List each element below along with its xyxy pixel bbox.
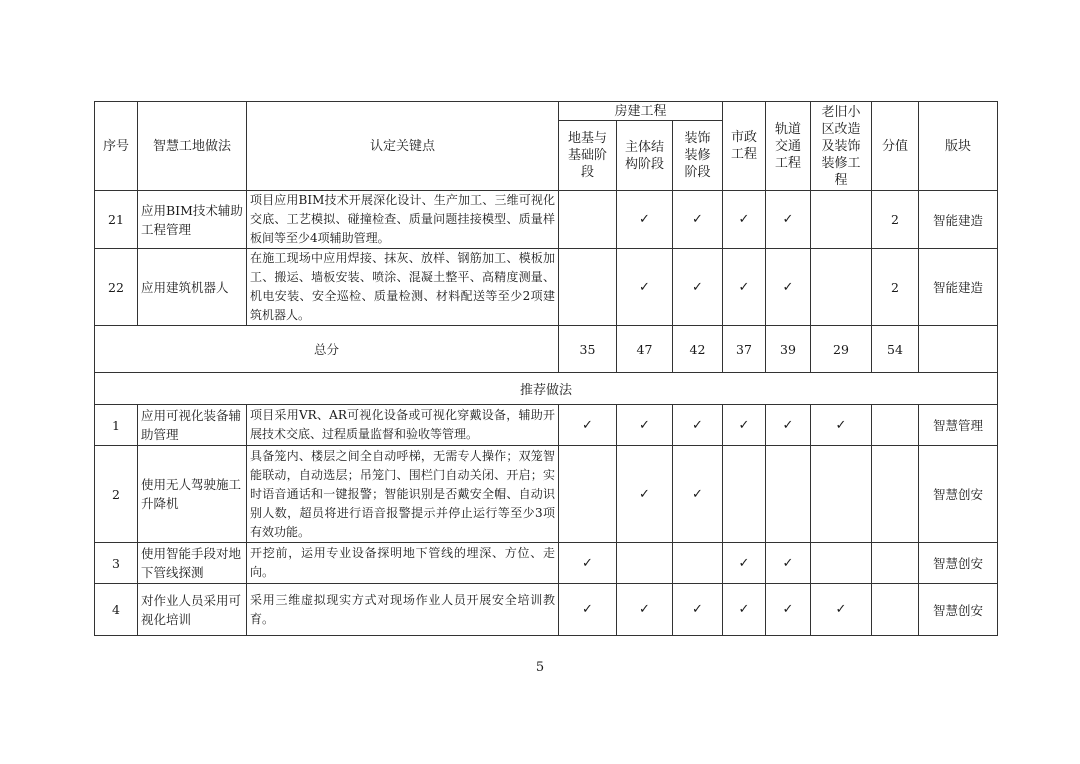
header-structure: 主体结构阶段 [617, 121, 673, 191]
header-foundation: 地基与基础阶段 [559, 121, 617, 191]
header-housing: 房建工程 [559, 102, 723, 121]
header-module: 版块 [919, 102, 998, 191]
key-points: 具备笼内、楼层之间全自动呼梯，无需专人操作；双笼智能联动，自动选层；吊笼门、围栏门自动关闭、开启；实时语音通话和一键报警；智能识别是否戴安全帽、自动识别人数，超员将进行语音报警提示并停止运行等至少3项有效功能。 [247, 446, 559, 543]
practice-name: 应用可视化装备辅助管理 [138, 405, 247, 446]
check-structure: ✓ [617, 584, 673, 636]
score-value: 2 [872, 191, 919, 249]
key-points: 开挖前，运用专业设备探明地下管线的埋深、方位、走向。 [247, 543, 559, 584]
header-practice: 智慧工地做法 [138, 102, 247, 191]
header-decoration: 装饰装修阶段 [673, 121, 723, 191]
key-points: 项目采用VR、AR可视化设备或可视化穿戴设备，辅助开展技术交底、过程质量监督和验收等管理。 [247, 405, 559, 446]
practice-name: 应用建筑机器人 [138, 249, 247, 326]
table-row [95, 191, 998, 249]
check-decoration: ✓ [673, 405, 723, 446]
score-value [872, 405, 919, 446]
key-points: 项目应用BIM技术开展深化设计、生产加工、三维可视化交底、工艺模拟、碰撞检查、质量问题挂接模型、质量样板间等至少4项辅助管理。 [247, 191, 559, 249]
key-points: 在施工现场中应用焊接、抹灰、放样、钢筋加工、模板加工、搬运、墙板安装、喷涂、混凝土整平、高精度测量、机电安装、安全巡检、质量检测、材料配送等至少2项建筑机器人。 [247, 249, 559, 326]
check-municipal: ✓ [723, 543, 766, 584]
total-module [919, 326, 998, 373]
check-renovation [811, 446, 872, 543]
check-decoration: ✓ [673, 584, 723, 636]
table-row [95, 584, 998, 636]
check-structure: ✓ [617, 446, 673, 543]
module-name: 智慧创安 [919, 584, 998, 636]
check-foundation: ✓ [559, 584, 617, 636]
row-number: 2 [95, 446, 138, 543]
table-row [95, 446, 998, 543]
header-municipal: 市政工程 [723, 102, 766, 191]
header-score: 分值 [872, 102, 919, 191]
score-value [872, 584, 919, 636]
criteria-table [94, 101, 998, 636]
row-number: 21 [95, 191, 138, 249]
header-rail: 轨道交通工程 [766, 102, 811, 191]
check-renovation [811, 249, 872, 326]
check-foundation [559, 249, 617, 326]
header-seq: 序号 [95, 102, 138, 191]
check-renovation [811, 191, 872, 249]
total-municipal: 37 [723, 326, 766, 373]
section-row [95, 373, 998, 405]
check-foundation [559, 191, 617, 249]
check-rail: ✓ [766, 584, 811, 636]
module-name: 智慧管理 [919, 405, 998, 446]
module-name: 智能建造 [919, 249, 998, 326]
table-row [95, 405, 998, 446]
total-label: 总分 [95, 326, 559, 373]
table-row [95, 543, 998, 584]
score-value: 2 [872, 249, 919, 326]
check-decoration: ✓ [673, 191, 723, 249]
row-number: 1 [95, 405, 138, 446]
score-value [872, 446, 919, 543]
module-name: 智能建造 [919, 191, 998, 249]
total-row [95, 326, 998, 373]
check-rail: ✓ [766, 543, 811, 584]
page-number: 5 [535, 660, 545, 675]
row-number: 3 [95, 543, 138, 584]
total-renovation: 29 [811, 326, 872, 373]
total-decoration: 42 [673, 326, 723, 373]
total-rail: 39 [766, 326, 811, 373]
check-rail: ✓ [766, 249, 811, 326]
practice-name: 使用智能手段对地下管线探测 [138, 543, 247, 584]
check-renovation: ✓ [811, 584, 872, 636]
module-name: 智慧创安 [919, 446, 998, 543]
module-name: 智慧创安 [919, 543, 998, 584]
score-value [872, 543, 919, 584]
check-structure [617, 543, 673, 584]
header-row-1 [95, 102, 998, 121]
check-municipal: ✓ [723, 584, 766, 636]
check-municipal: ✓ [723, 405, 766, 446]
practice-name: 对作业人员采用可视化培训 [138, 584, 247, 636]
row-number: 22 [95, 249, 138, 326]
check-municipal [723, 446, 766, 543]
total-score: 54 [872, 326, 919, 373]
section-title: 推荐做法 [95, 373, 998, 405]
check-foundation: ✓ [559, 405, 617, 446]
practice-name: 应用BIM技术辅助工程管理 [138, 191, 247, 249]
total-structure: 47 [617, 326, 673, 373]
check-decoration: ✓ [673, 446, 723, 543]
total-foundation: 35 [559, 326, 617, 373]
check-decoration [673, 543, 723, 584]
header-key-points: 认定关键点 [247, 102, 559, 191]
check-foundation [559, 446, 617, 543]
check-municipal: ✓ [723, 249, 766, 326]
row-number: 4 [95, 584, 138, 636]
check-municipal: ✓ [723, 191, 766, 249]
check-structure: ✓ [617, 249, 673, 326]
check-foundation: ✓ [559, 543, 617, 584]
check-rail: ✓ [766, 405, 811, 446]
check-rail: ✓ [766, 191, 811, 249]
check-structure: ✓ [617, 405, 673, 446]
check-structure: ✓ [617, 191, 673, 249]
check-renovation [811, 543, 872, 584]
key-points: 采用三维虚拟现实方式对现场作业人员开展安全培训教育。 [247, 584, 559, 636]
practice-name: 使用无人驾驶施工升降机 [138, 446, 247, 543]
header-renovation: 老旧小区改造及装饰装修工程 [811, 102, 872, 191]
check-decoration: ✓ [673, 249, 723, 326]
table-row [95, 249, 998, 326]
check-rail [766, 446, 811, 543]
check-renovation: ✓ [811, 405, 872, 446]
